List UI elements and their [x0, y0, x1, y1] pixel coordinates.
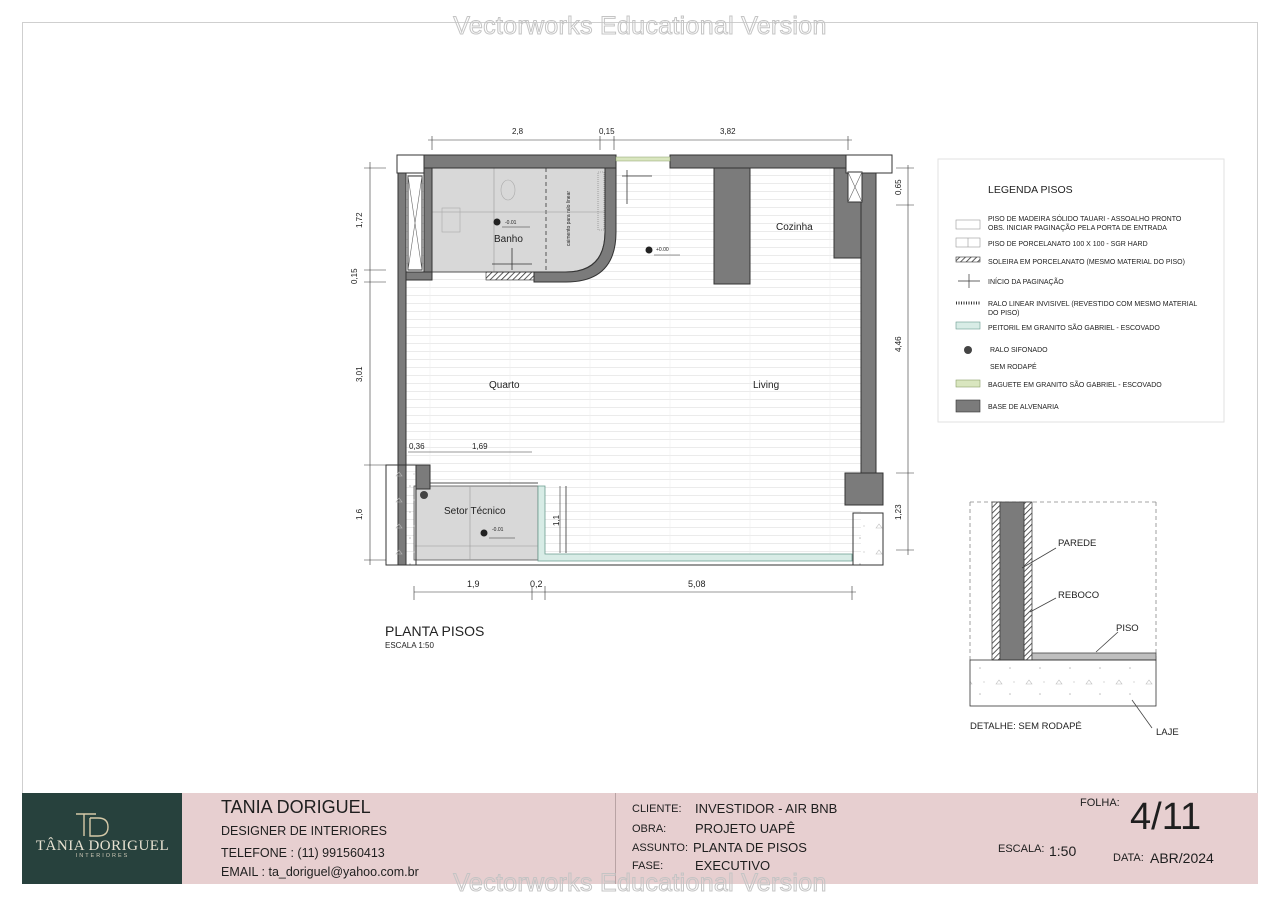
dim-left-2: 0,15	[350, 268, 359, 284]
dim-bottom-3: 5,08	[688, 579, 706, 589]
logo-monogram-icon	[66, 812, 116, 838]
level-setor: -0.01	[492, 527, 504, 533]
designer-email: EMAIL : ta_doriguel@yahoo.com.br	[221, 865, 419, 879]
data-label: DATA:	[1113, 852, 1144, 864]
watermark-bottom: Vectorworks Educational Version	[453, 869, 827, 897]
folha-value: 4/11	[1130, 796, 1202, 838]
detail-reboco: REBOCO	[1058, 590, 1100, 601]
assunto-label: ASSUNTO:	[632, 842, 689, 854]
logo-name: TÂNIA DORIGUEL	[35, 838, 170, 854]
obra-label: OBRA:	[632, 823, 667, 835]
logo-subtitle: INTERIORES	[75, 853, 130, 859]
legend-title: LEGENDA PISOS	[988, 184, 1073, 196]
legend-item-5: INÍCIO DA PAGINAÇÃO	[988, 279, 1064, 286]
obra-value: PROJETO UAPÊ	[695, 821, 796, 836]
watermark-top: Vectorworks Educational Version	[453, 12, 827, 40]
room-label-setor-tecnico: Setor Técnico	[444, 506, 506, 517]
detail-caption: DETALHE: SEM RODAPÉ	[970, 721, 1082, 732]
level-banho: -0.01	[505, 220, 517, 226]
room-label-cozinha: Cozinha	[776, 222, 813, 233]
folha-label: FOLHA:	[1080, 797, 1120, 809]
dim-bottom-1: 1,9	[467, 579, 480, 589]
entrance-opening	[616, 157, 670, 161]
technical-area-floor	[414, 486, 538, 560]
dim-right-3: 1,23	[894, 504, 903, 520]
legend-item-7: DO PISO)	[988, 310, 1020, 317]
room-label-banho: Banho	[494, 234, 523, 245]
dim-top-1: 2,8	[512, 127, 524, 136]
plan-scale: ESCALA 1:50	[385, 641, 434, 650]
legend-item-11: BAGUETE EM GRANITO SÃO GABRIEL - ESCOVADO	[988, 382, 1162, 389]
assunto-value: PLANTA DE PISOS	[693, 840, 807, 855]
legend-item-4: SOLEIRA EM PORCELANATO (MESMO MATERIAL DO PISO)	[988, 259, 1185, 266]
escala-value: 1:50	[1049, 843, 1077, 859]
cliente-value: INVESTIDOR - AIR BNB	[695, 801, 838, 816]
level-living: +0.00	[656, 247, 669, 253]
dim-left-3: 3,01	[355, 366, 364, 382]
data-value: ABR/2024	[1150, 850, 1214, 866]
dim-right-1: 0,65	[894, 179, 903, 195]
dim-left-4: 1,6	[355, 508, 364, 520]
siphon-drain	[420, 491, 428, 499]
designer-role: DESIGNER DE INTERIORES	[221, 824, 387, 838]
drain-note: caimento para ralo linear	[566, 190, 572, 246]
designer-name: TANIA DORIGUEL	[221, 797, 371, 817]
dim-top-2: 0,15	[599, 127, 615, 136]
legend-item-10: SEM RODAPÉ	[990, 364, 1037, 371]
dim-inner-1: 0,36	[409, 442, 425, 451]
dim-left-1: 1,72	[355, 212, 364, 228]
dim-inner-2: 1,69	[472, 442, 488, 451]
threshold-hatch	[486, 272, 534, 280]
designer-phone: TELEFONE : (11) 991560413	[221, 846, 385, 860]
fase-label: FASE:	[632, 860, 664, 872]
detail-piso: PISO	[1116, 623, 1139, 634]
dim-right-2: 4,46	[894, 336, 903, 352]
detail-parede: PAREDE	[1058, 538, 1097, 549]
detail-section	[970, 502, 1156, 728]
dim-inner-3: 1,1	[552, 514, 561, 526]
legend-item-2: OBS. INICIAR PAGINAÇÃO PELA PORTA DE ENTRADA	[988, 225, 1167, 232]
legend-item-3: PISO DE PORCELANATO 100 X 100 - SGR HARD	[988, 241, 1148, 248]
dim-bottom-2: 0,2	[530, 579, 543, 589]
detail-laje: LAJE	[1156, 727, 1179, 738]
room-label-living: Living	[753, 380, 780, 391]
cliente-label: CLIENTE:	[632, 803, 682, 815]
room-label-quarto: Quarto	[489, 380, 520, 391]
legend-item-12: BASE DE ALVENARIA	[988, 404, 1059, 411]
legend-item-6: RALO LINEAR INVISIVEL (REVESTIDO COM MESMO MATERIAL	[988, 301, 1198, 308]
plan-title: PLANTA PISOS	[385, 623, 485, 639]
legend-item-9: RALO SIFONADO	[990, 347, 1048, 354]
legend-item-1: PISO DE MADEIRA SÓLIDO TAUARI - ASSOALHO PRONTO	[988, 216, 1182, 223]
dim-top-3: 3,82	[720, 127, 736, 136]
bathroom-floor	[432, 168, 605, 272]
fase-value: EXECUTIVO	[695, 858, 771, 873]
escala-label: ESCALA:	[998, 843, 1045, 855]
legend-item-8: PEITORIL EM GRANITO SÃO GABRIEL - ESCOVADO	[988, 325, 1160, 332]
